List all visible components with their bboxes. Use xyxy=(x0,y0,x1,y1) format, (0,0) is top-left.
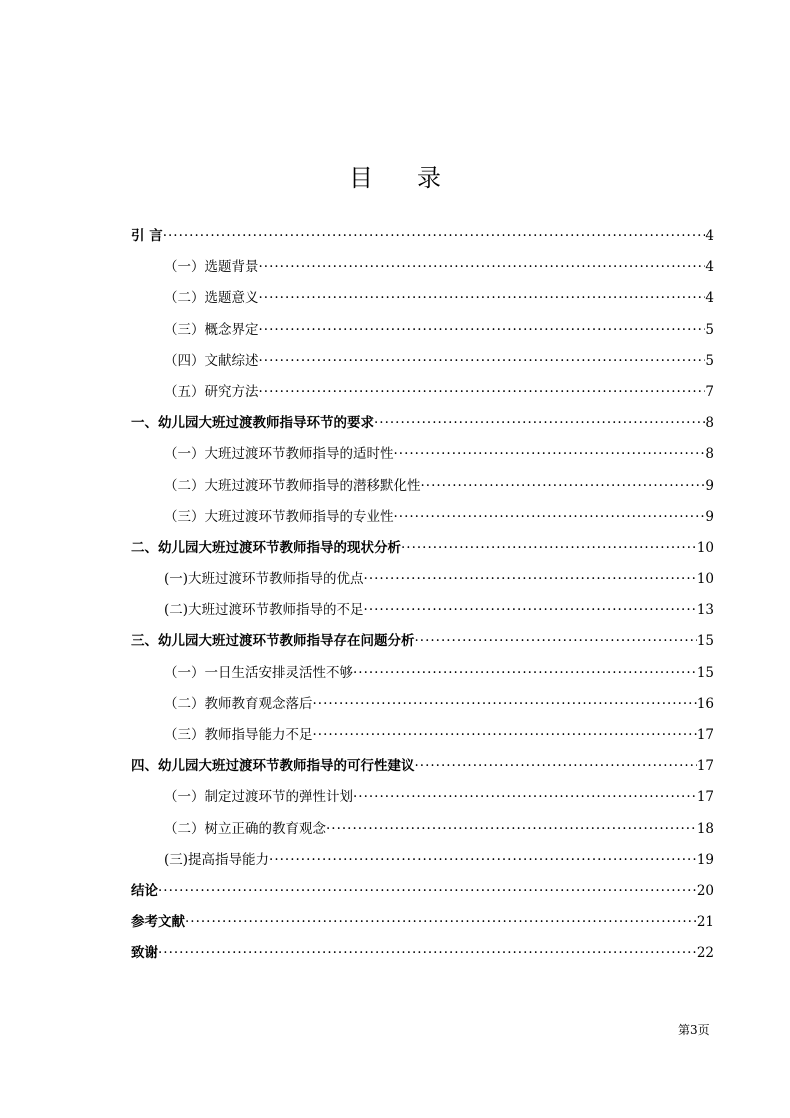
dot-leader xyxy=(415,629,697,653)
dot-leader xyxy=(374,411,705,435)
toc-entry-text: （一）一日生活安排灵活性不够 xyxy=(164,664,353,681)
dot-leader xyxy=(185,910,697,934)
toc-page-number: 5 xyxy=(705,321,714,338)
toc-entry-chapter-4[interactable] xyxy=(131,754,714,785)
toc-entry-text: 四、幼儿园大班过渡环节教师指导的可行性建议 xyxy=(131,758,415,775)
toc-entry-text: （四）文献综述 xyxy=(164,352,259,369)
toc-entry-text: 参考文献 xyxy=(131,914,185,931)
dot-leader xyxy=(313,723,697,747)
toc-entry-text: （二）树立正确的教育观念 xyxy=(164,820,326,837)
toc-page-number: 5 xyxy=(705,352,714,369)
toc-entry-introduction[interactable] xyxy=(131,224,714,255)
toc-page-number: 7 xyxy=(705,383,714,400)
toc-entry-text: （一）制定过渡环节的弹性计划 xyxy=(164,789,353,806)
dot-leader xyxy=(415,754,697,778)
toc-entry-references[interactable] xyxy=(131,910,714,941)
toc-page-number: 17 xyxy=(696,789,714,806)
toc-entry-section-2-2[interactable] xyxy=(131,598,714,629)
toc-entry-literature-review[interactable] xyxy=(131,349,714,380)
dot-leader xyxy=(394,505,706,529)
toc-page-number: 21 xyxy=(696,914,714,931)
toc-entry-text: （一）大班过渡环节教师指导的适时性 xyxy=(164,446,394,463)
page-number-footer: 第3页 xyxy=(678,1023,710,1037)
toc-page-number: 18 xyxy=(696,820,714,837)
toc-page-number: 15 xyxy=(696,664,714,681)
toc-page-number: 19 xyxy=(696,851,714,868)
toc-entry-text: (三)提高指导能力 xyxy=(164,851,270,868)
toc-entry-section-3-2[interactable] xyxy=(131,692,714,723)
dot-leader xyxy=(401,536,697,560)
dot-leader xyxy=(259,380,706,404)
toc-entry-text: （五）研究方法 xyxy=(164,383,259,400)
toc-entry-conclusion[interactable] xyxy=(131,879,714,910)
dot-leader xyxy=(364,598,697,622)
dot-leader xyxy=(421,474,706,498)
toc-page-number: 16 xyxy=(696,695,714,712)
toc-entry-section-1-2[interactable] xyxy=(131,474,714,505)
dot-leader xyxy=(259,349,706,373)
dot-leader xyxy=(259,286,706,310)
toc-entry-text: （二）大班过渡环节教师指导的潜移默化性 xyxy=(164,477,421,494)
toc-page-number: 8 xyxy=(705,446,714,463)
toc-entry-text: （三）大班过渡环节教师指导的专业性 xyxy=(164,508,394,525)
page-title: 目录 xyxy=(349,164,485,192)
dot-leader xyxy=(158,879,697,903)
toc-page-number: 22 xyxy=(696,945,714,962)
dot-leader xyxy=(259,318,706,342)
toc-entry-text: （一）选题背景 xyxy=(164,259,259,276)
toc-entry-chapter-2[interactable] xyxy=(131,536,714,567)
toc-page-number: 4 xyxy=(705,228,714,244)
toc-entry-section-4-1[interactable] xyxy=(131,785,714,816)
toc-page-number: 15 xyxy=(696,633,714,650)
toc-page-number: 13 xyxy=(696,602,714,619)
table-of-contents xyxy=(131,224,714,973)
toc-page-number: 8 xyxy=(705,415,714,432)
dot-leader xyxy=(163,224,706,248)
dot-leader xyxy=(269,848,697,872)
toc-entry-concept-definition[interactable] xyxy=(131,318,714,349)
dot-leader xyxy=(353,661,697,685)
dot-leader xyxy=(313,692,697,716)
toc-entry-section-3-1[interactable] xyxy=(131,661,714,692)
toc-entry-text: （二）教师教育观念落后 xyxy=(164,695,313,712)
toc-entry-text: 三、幼儿园大班过渡环节教师指导存在问题分析 xyxy=(131,633,415,650)
dot-leader xyxy=(394,442,706,466)
toc-entry-section-3-3[interactable] xyxy=(131,723,714,754)
toc-entry-text: 致谢 xyxy=(131,945,158,962)
toc-entry-section-4-3[interactable] xyxy=(131,848,714,879)
dot-leader xyxy=(158,941,697,965)
toc-page-number: 17 xyxy=(696,727,714,743)
toc-entry-topic-background[interactable] xyxy=(131,255,714,286)
toc-page-number: 10 xyxy=(696,539,714,556)
toc-entry-text: (一)大班过渡环节教师指导的优点 xyxy=(164,571,364,588)
toc-entry-chapter-3[interactable] xyxy=(131,629,714,660)
toc-entry-text: （二）选题意义 xyxy=(164,290,259,307)
toc-page-number: 9 xyxy=(705,508,714,525)
toc-page-number: 20 xyxy=(696,882,714,899)
toc-entry-text: （三）概念界定 xyxy=(164,321,259,338)
toc-entry-acknowledgements[interactable] xyxy=(131,941,714,972)
toc-entry-topic-significance[interactable] xyxy=(131,286,714,317)
dot-leader xyxy=(259,255,706,279)
toc-page-number: 9 xyxy=(705,477,714,494)
toc-page-number: 17 xyxy=(696,758,714,775)
toc-entry-section-4-2[interactable] xyxy=(131,817,714,848)
dot-leader xyxy=(326,817,697,841)
toc-entry-text: 一、幼儿园大班过渡教师指导环节的要求 xyxy=(131,415,374,432)
toc-entry-section-1-1[interactable] xyxy=(131,442,714,473)
toc-page-number: 10 xyxy=(696,571,714,588)
dot-leader xyxy=(353,785,697,809)
toc-entry-text: （三）教师指导能力不足 xyxy=(164,727,313,743)
toc-entry-section-2-1[interactable] xyxy=(131,567,714,598)
toc-entry-text: 二、幼儿园大班过渡环节教师指导的现状分析 xyxy=(131,539,401,556)
toc-page-number: 4 xyxy=(705,259,714,276)
toc-entry-text: 结论 xyxy=(131,882,158,899)
toc-page-number: 4 xyxy=(705,290,714,307)
toc-entry-research-methods[interactable] xyxy=(131,380,714,411)
toc-entry-chapter-1[interactable] xyxy=(131,411,714,442)
toc-entry-text: 引 言 xyxy=(131,228,163,244)
dot-leader xyxy=(364,567,697,591)
toc-entry-section-1-3[interactable] xyxy=(131,505,714,536)
toc-entry-text: (二)大班过渡环节教师指导的不足 xyxy=(164,602,364,619)
